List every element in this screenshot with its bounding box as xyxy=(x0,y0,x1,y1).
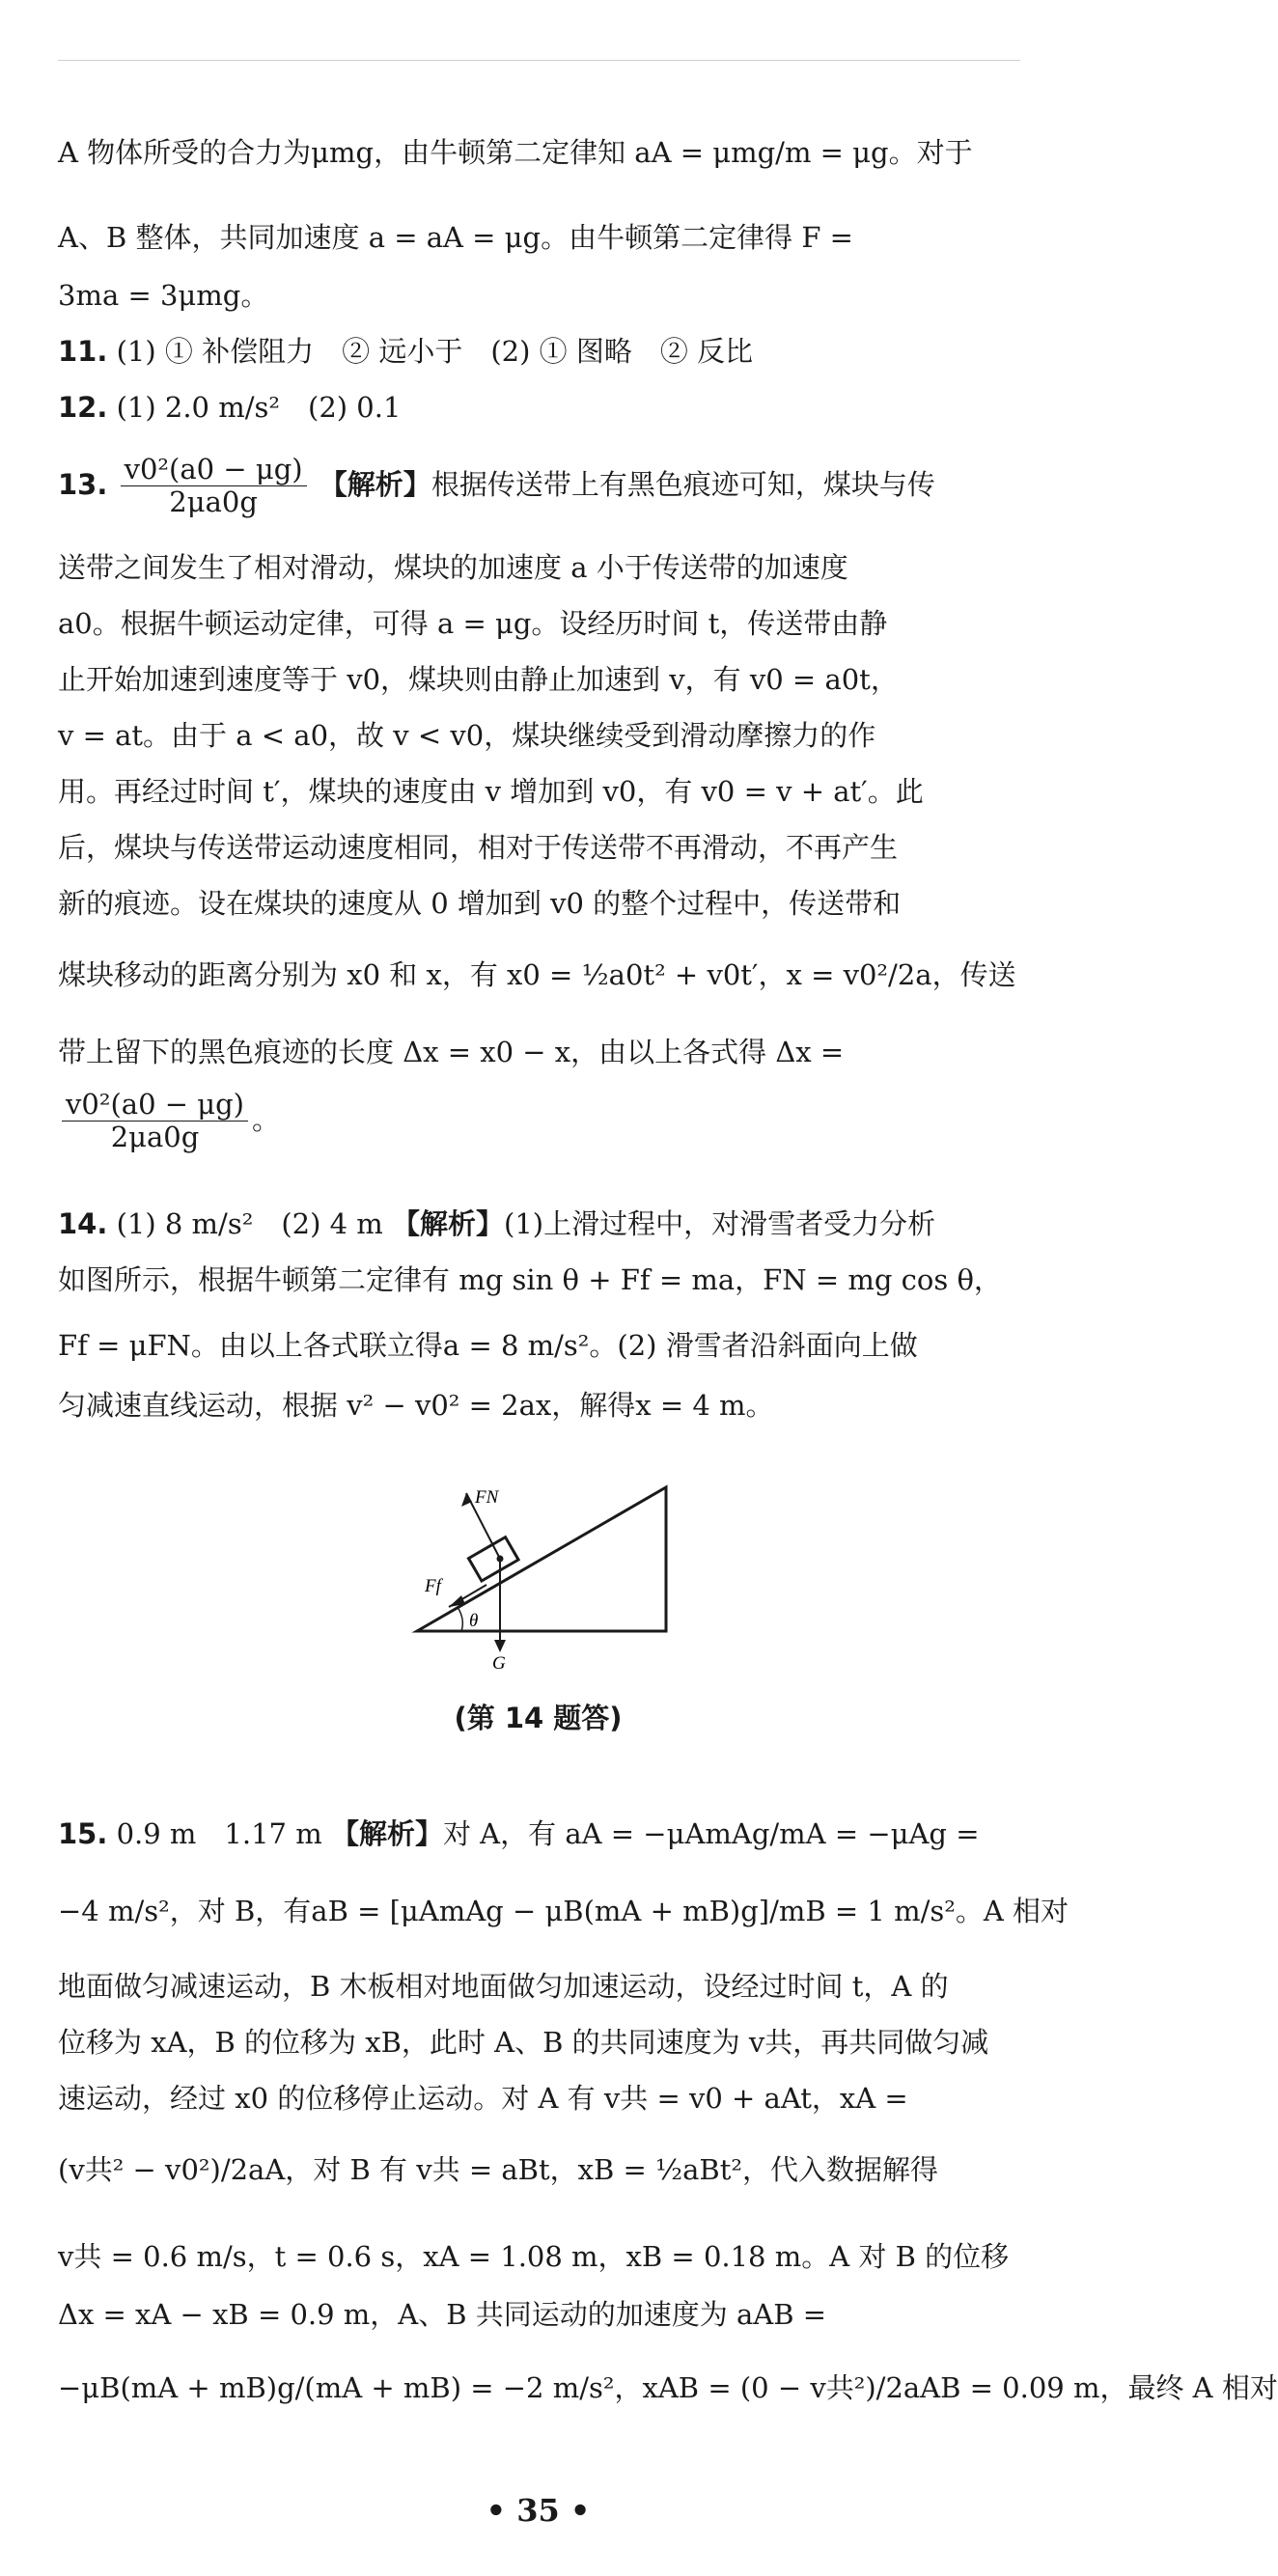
q13-line: 新的痕迹。设在煤块的速度从 0 增加到 v0 的整个过程中，传送带和 xyxy=(58,887,902,920)
question-14-head xyxy=(58,1206,1023,1243)
gravity-arrowhead xyxy=(494,1640,506,1652)
normal-force-label: FN xyxy=(475,1487,499,1508)
intro-line-2: A、B 整体，共同加速度 a = aA = μg。由牛顿第二定律得 F = xyxy=(58,221,853,254)
question-number: 15. xyxy=(58,1817,108,1850)
question-11 xyxy=(58,334,1023,371)
normal-force-arrowhead xyxy=(461,1493,472,1507)
incline-triangle xyxy=(417,1487,666,1631)
intro-line-1: A 物体所受的合力为μmg，由牛顿第二定律知 aA = μmg/m = μg。对于 xyxy=(58,136,973,169)
block xyxy=(468,1537,518,1581)
answer-fraction xyxy=(121,454,307,519)
angle-arc xyxy=(458,1607,462,1631)
top-rule xyxy=(58,60,1020,61)
answer-text: (1) 2.0 m/s² (2) 0.1 xyxy=(116,391,402,424)
q13-line: v = at。由于 a < a0，故 v < v0，煤块继续受到滑动摩擦力的作 xyxy=(58,719,876,752)
question-12 xyxy=(58,390,1023,427)
q15-line: −μB(mA + mB)g/(mA + mB) = −2 m/s²，xAB = (0 − v共²)/2aAB = 0.09 m，最终 A 相对 xyxy=(58,2371,1278,2404)
fraction-denominator: 2μa0g xyxy=(121,485,307,518)
gravity-label: G xyxy=(492,1653,506,1674)
question-number: 11. xyxy=(58,335,108,368)
answer-text: 0.9 m 1.17 m xyxy=(116,1817,322,1850)
answer-text: (1) ① 补偿阻力 ② 远小于 (2) ① 图略 ② 反比 xyxy=(116,335,754,368)
q13-line: 送带之间发生了相对滑动，煤块的加速度 a 小于传送带的加速度 xyxy=(58,551,848,584)
q14-line: Ff = μFN。由以上各式联立得a = 8 m/s²。(2) 滑雪者沿斜面向上做 xyxy=(58,1329,918,1362)
question-13-head xyxy=(58,454,1023,519)
q15-line: (v共² − v0²)/2aA，对 B 有 v共 = aBt，xB = ½aBt²，代入数据解得 xyxy=(58,2153,939,2186)
analysis-first-line: 根据传送带上有黑色痕迹可知，煤块与传 xyxy=(431,467,935,501)
q15-line: 地面做匀减速运动，B 木板相对地面做匀加速运动，设经过时间 t，A 的 xyxy=(58,1970,949,2003)
q15-line: −4 m/s²，对 B，有aB = [μAmAg − μB(mA + mB)g]/mB = 1 m/s²。A 相对 xyxy=(58,1895,1070,1927)
q13-line: 止开始加速到速度等于 v0，煤块则由静止加速到 v，有 v0 = a0t， xyxy=(58,663,899,696)
q14-line: 匀减速直线运动，根据 v² − v0² = 2ax，解得x = 4 m。 xyxy=(58,1389,774,1422)
q15-line: 速运动，经过 x0 的位移停止运动。对 A 有 v共 = v0 + aAt，xA = xyxy=(58,2082,908,2115)
answer-text: (1) 8 m/s² (2) 4 m xyxy=(116,1207,383,1240)
q15-line: v共 = 0.6 m/s，t = 0.6 s，xA = 1.08 m，xB = 0.18 m。A 对 B 的位移 xyxy=(58,2240,1010,2273)
intro-line-3: 3ma = 3μmg。 xyxy=(58,279,269,312)
question-number: 12. xyxy=(58,391,108,424)
analysis-tag: 【解析】 xyxy=(392,1207,505,1240)
question-number: 14. xyxy=(58,1207,108,1240)
block-on-incline xyxy=(468,1537,518,1581)
q13-line: 带上留下的黑色痕迹的长度 Δx = x0 − x，由以上各式得 Δx = xyxy=(58,1036,845,1068)
incline-force-diagram xyxy=(405,1462,695,1674)
fraction-numerator: v0²(a0 − μg) xyxy=(66,1088,244,1121)
q13-line: 后，煤块与传送带运动速度相同，相对于传送带不再滑动，不再产生 xyxy=(58,831,899,864)
analysis-first-line: 对 A，有 aA = −μAmAg/mA = −μAg = xyxy=(442,1817,980,1850)
analysis-tag: 【解析】 xyxy=(319,467,431,501)
angle-label: θ xyxy=(469,1611,479,1631)
q14-line: 如图所示，根据牛顿第二定律有 mg sin θ + Ff = ma，FN = mg cos θ， xyxy=(58,1263,1002,1296)
q13-result xyxy=(58,1089,1023,1154)
q13-line: a0。根据牛顿运动定律，可得 a = μg。设经历时间 t，传送带由静 xyxy=(58,607,888,640)
analysis-tag: 【解析】 xyxy=(330,1817,443,1850)
friction-label: Ff xyxy=(425,1576,441,1596)
q15-line: Δx = xA − xB = 0.9 m，A、B 共同运动的加速度为 aAB = xyxy=(58,2298,827,2331)
question-15-head xyxy=(58,1816,1023,1853)
analysis-first-line: (1)上滑过程中，对滑雪者受力分析 xyxy=(504,1207,936,1240)
page-number: • 35 • xyxy=(486,2492,591,2529)
result-end: 。 xyxy=(251,1102,280,1136)
q13-line: 用。再经过时间 t′，煤块的速度由 v 增加到 v0，有 v0 = v + at′。此 xyxy=(58,775,924,808)
figure-caption: (第 14 题答) xyxy=(454,1702,623,1734)
q15-line: 位移为 xA，B 的位移为 xB，此时 A、B 的共同速度为 v共，再共同做匀减 xyxy=(58,2026,989,2059)
fraction-numerator: v0²(a0 − μg) xyxy=(124,453,303,485)
question-number: 13. xyxy=(58,467,108,501)
q13-line: 煤块移动的距离分别为 x0 和 x，有 x0 = ½a0t² + v0t′，x = v0²/2a，传送 xyxy=(58,958,1016,991)
fraction-denominator: 2μa0g xyxy=(62,1121,248,1153)
result-fraction xyxy=(62,1089,248,1154)
